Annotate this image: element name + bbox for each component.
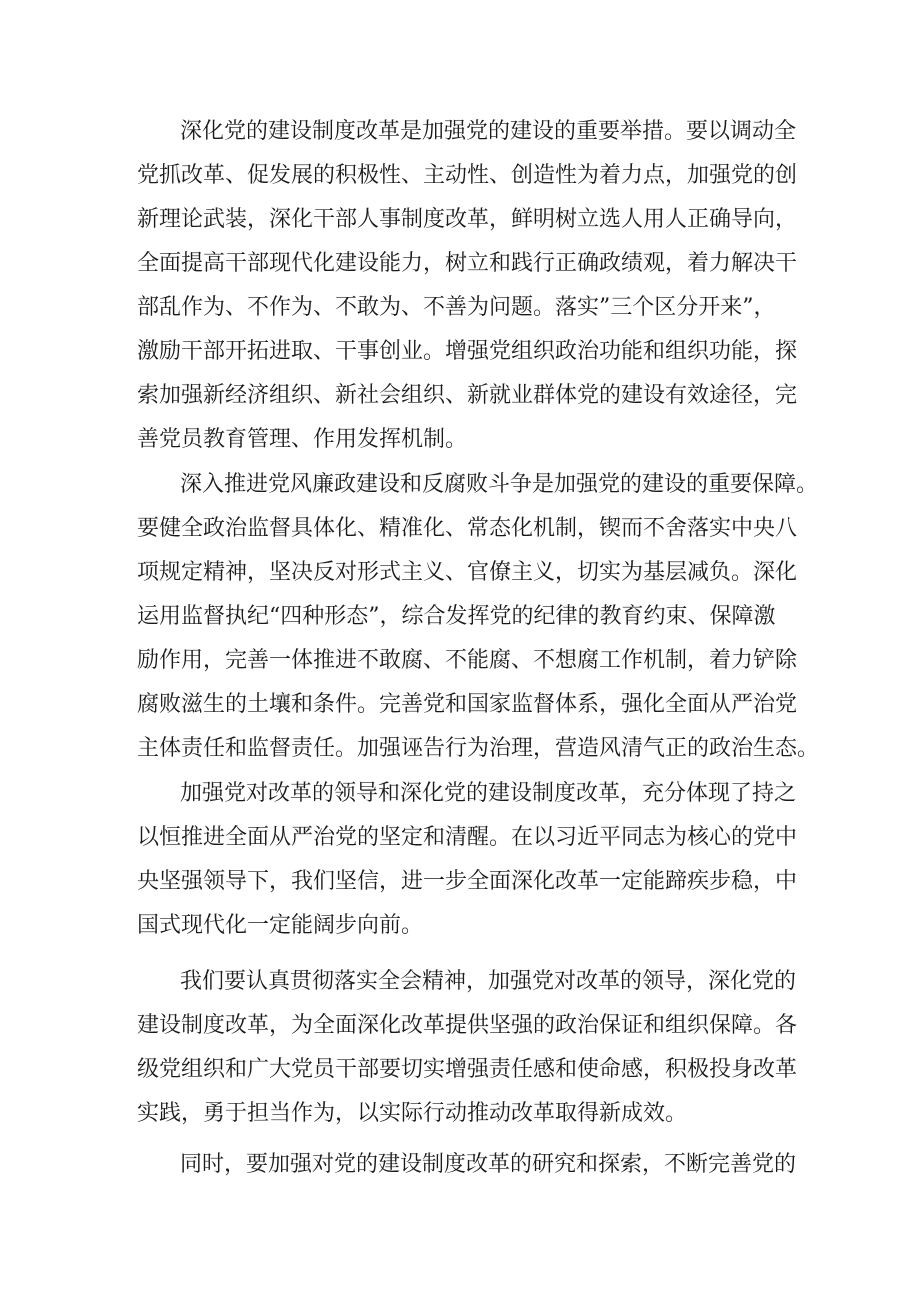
text-line: 央坚强领导下，我们坚信，进一步全面深化改革一定能蹄疾步稳，中	[137, 869, 798, 894]
text-line: 深化党的建设制度改革是加强党的建设的重要举措。要以调动全	[180, 119, 797, 144]
text-line: 项规定精神，坚决反对形式主义、官僚主义，切实为基层减负。深化	[137, 560, 798, 585]
text-line: 党抓改革、促发展的积极性、主动性、创造性为着力点，加强党的创	[137, 163, 798, 188]
text-line: 国式现代化一定能阔步向前。	[137, 913, 424, 938]
text-line: 腐败滋生的土壤和条件。完善党和国家监督体系，强化全面从严治党	[137, 692, 798, 717]
text-line: 新理论武装，深化干部人事制度改革，鲜明树立选人用人正确导向，	[137, 207, 798, 232]
text-line: 要健全政治监督具体化、精准化、常态化机制，锲而不舍落实中央八	[137, 516, 798, 541]
text-line: 运用监督执纪“四种形态”，综合发挥党的纪律的教育约束、保障激	[137, 604, 776, 629]
text-line: 以恒推进全面从严治党的坚定和清醒。在以习近平同志为核心的党中	[137, 825, 798, 850]
text-line: 部乱作为、不作为、不敢为、不善为问题。落实”三个区分开来”，	[137, 295, 776, 320]
text-line: 同时，要加强对党的建设制度改革的研究和探索，不断完善党的	[180, 1152, 797, 1177]
text-line: 我们要认真贯彻落实全会精神，加强党对改革的领导，深化党的	[180, 969, 797, 994]
text-line: 深入推进党风廉政建设和反腐败斗争是加强党的建设的重要保障。	[180, 472, 819, 497]
text-line: 建设制度改革，为全面深化改革提供坚强的政治保证和组织保障。各	[137, 1013, 798, 1038]
text-line: 实践，勇于担当作为，以实际行动推动改革取得新成效。	[137, 1101, 688, 1126]
text-line: 加强党对改革的领导和深化党的建设制度改革，充分体现了持之	[180, 781, 797, 806]
text-line: 全面提高干部现代化建设能力，树立和践行正确政绩观，着力解决干	[137, 251, 798, 276]
text-line: 激励干部开拓进取、干事创业。增强党组织政治功能和组织功能，探	[137, 339, 798, 364]
text-line: 励作用，完善一体推进不敢腐、不能腐、不想腐工作机制，着力铲除	[137, 648, 798, 673]
text-line: 善党员教育管理、作用发挥机制。	[137, 427, 468, 452]
text-line: 主体责任和监督责任。加强诬告行为治理，营造风清气正的政治生态。	[137, 736, 820, 761]
text-line: 索加强新经济组织、新社会组织、新就业群体党的建设有效途径，完	[137, 383, 798, 408]
text-line: 级党组织和广大党员干部要切实增强责任感和使命感，积极投身改革	[137, 1057, 798, 1082]
